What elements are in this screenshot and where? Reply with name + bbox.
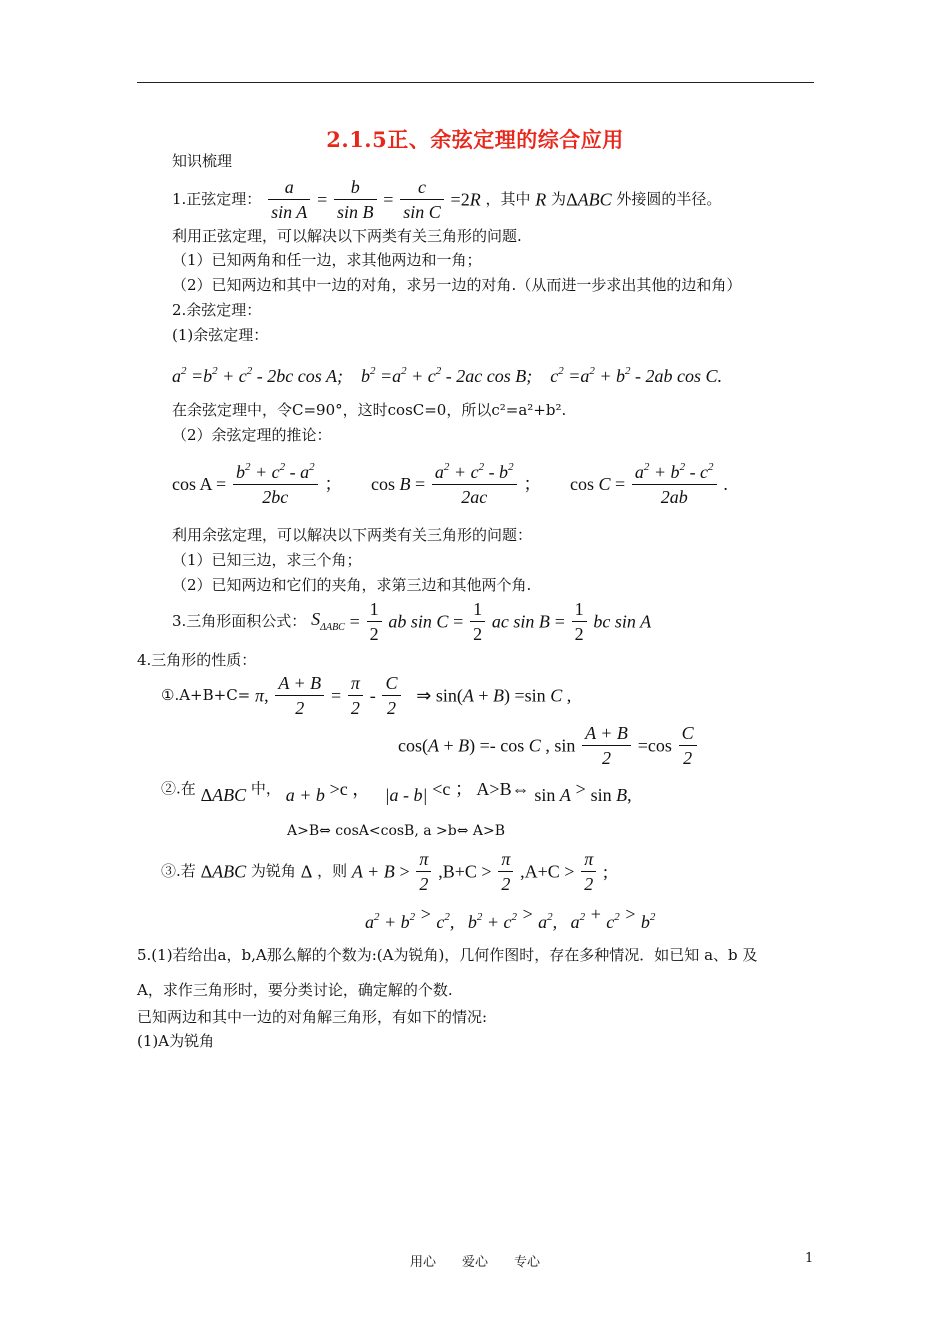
sine-law-after: ，其中 (485, 190, 531, 208)
cosine-law-case-1: （1）已知三边，求三个角； (172, 551, 362, 569)
section-5-line3: 已知两边和其中一边的对角解三角形，有如下的情况: (137, 1008, 488, 1026)
cosine-law-sub2: （2）余弦定理的推论： (172, 426, 332, 444)
formula-cosA: $\frac{b^2 + c^2 - a^2}{2bc}$ (233, 462, 318, 506)
cosine-law-use: 利用余弦定理，可以解决以下两类有关三角形的问题： (172, 526, 533, 544)
property-3-line1: ③.若 ΔABC 为锐角 Δ ，则 A + B > $\frac{\pi}{2}$ ,B+C > $\frac{\pi}{2}$ ,A+C > $\frac{\pi}{2}$ ; (161, 849, 609, 894)
property-2-mid: 中， (250, 779, 281, 798)
section-5-line1: 5.(1)若给出a，b,A那么解的个数为:(A为锐角)，几何作图时，存在多种情况．如已知 a、b 及 (137, 946, 758, 964)
sine-law-use: 利用正弦定理，可以解决以下两类有关三角形的问题. (172, 227, 522, 245)
property-1-line1: ①.A+B+C= π, $\frac{A + B}{2}$ = $\frac{\pi}{2}$ - $\frac{C}{2}$ ⇒ sin(A + B) =sin C , (161, 673, 572, 718)
cosine-law-label: 2.余弦定理： (172, 301, 262, 319)
area-formula-line: 3.三角形面积公式： $S_{\Delta ABC}$ = $\frac{1}{2}$ ab sin C = $\frac{1}{2}$ ac sin B = $\frac{1}{2}$ bc sin A (172, 599, 652, 644)
sine-law-tail: 外接圆的半径。 (616, 190, 722, 208)
cosine-law-special: 在余弦定理中，令C=90°，这时cosC=0，所以c²=a²+b². (172, 401, 567, 419)
property-3-label: ③.若 (161, 862, 196, 880)
property-3-then: ，则 (317, 862, 348, 880)
property-1-line2: cos(A + B) =- cos C , sin $\frac{A + B}{2}$ =cos $\frac{C}{2}$ (398, 724, 699, 767)
header-rule (137, 82, 814, 83)
area-label: 3.三角形面积公式： (172, 612, 307, 630)
section-5-line2: A，求作三角形时，要分类讨论，确定解的个数. (137, 981, 453, 999)
page-footer: 用心 爱心 专心 (409, 1255, 540, 1270)
property-1-label: ①.A+B+C= (161, 686, 251, 704)
properties-label: 4.三角形的性质： (137, 651, 257, 669)
formula-b-over-sinB: $\frac{b}{\text{sin B}}$ (334, 178, 377, 221)
cosine-law-case-2: （2）已知两边和它们的夹角，求第三边和其他两个角. (172, 576, 532, 594)
section-heading: 知识梳理 (172, 152, 233, 170)
page-title: 2.1.5正、余弦定理的综合应用 (326, 127, 624, 152)
sine-law-case-1: （1）已知两角和任一边，求其他两边和一角； (172, 251, 482, 269)
sine-law-line: 1.正弦定理： $\frac{a}{\text{sin A}}$ = $\frac{b}{\text{sin B}}$ = $\frac{c}{\text{sin C}}$ =2R ，其中 R 为ΔABC 外接圆的半径。 (172, 177, 722, 222)
cosine-corollaries: cos A = $\frac{b^2 + c^2 - a^2}{2bc}$ ； cos B = $\frac{a^2 + c^2 - b^2}{2ac}$ ； cos C = $\frac{a^2 + b^2 - c^2}{2ab}$ . (172, 461, 728, 507)
page-number: 1 (805, 1251, 814, 1266)
cosine-law-sub1: (1)余弦定理： (172, 326, 269, 344)
section-5-line4: (1)A为锐角 (137, 1032, 215, 1050)
property-3-line2: $a^2 + b^2 > c^2$, $b^2 + c^2 > a^2$, $a^2 + c^2 > b^2$ (365, 904, 656, 932)
formula-cosC: $\frac{a^2 + b^2 - c^2}{2ab}$ (632, 462, 717, 506)
sine-law-label: 1.正弦定理： (172, 190, 262, 208)
property-3-mid: 为锐角 (250, 862, 296, 880)
property-2-label: ②.在 (161, 779, 196, 798)
formula-a-over-sinA: $\frac{a}{\text{sin A}}$ (268, 178, 310, 221)
formula-cosB: $\frac{a^2 + c^2 - b^2}{2ac}$ (432, 462, 517, 506)
property-2-line2: A>B⇔ cosA<cosB, a >b⇔ A>B (287, 823, 506, 839)
formula-c-over-sinC: $\frac{c}{\text{sin C}}$ (400, 178, 444, 221)
sine-law-case-2: （2）已知两边和其中一边的对角，求另一边的对角.（从而进一步求出其他的边和角） (172, 276, 742, 294)
cosine-law-formulas: $a^2 =b^2 + c^2 - 2bc$ cos A; $b^2 =a^2 + c^2 - 2ac$ cos B; $c^2 =a^2 + b^2 - 2ab$ cos C. (172, 365, 723, 386)
property-2-line1: ②.在 ΔABC 中， a + b >c ， |a - b| <c ； A>B⇔ sin A > sin B, (161, 779, 632, 805)
